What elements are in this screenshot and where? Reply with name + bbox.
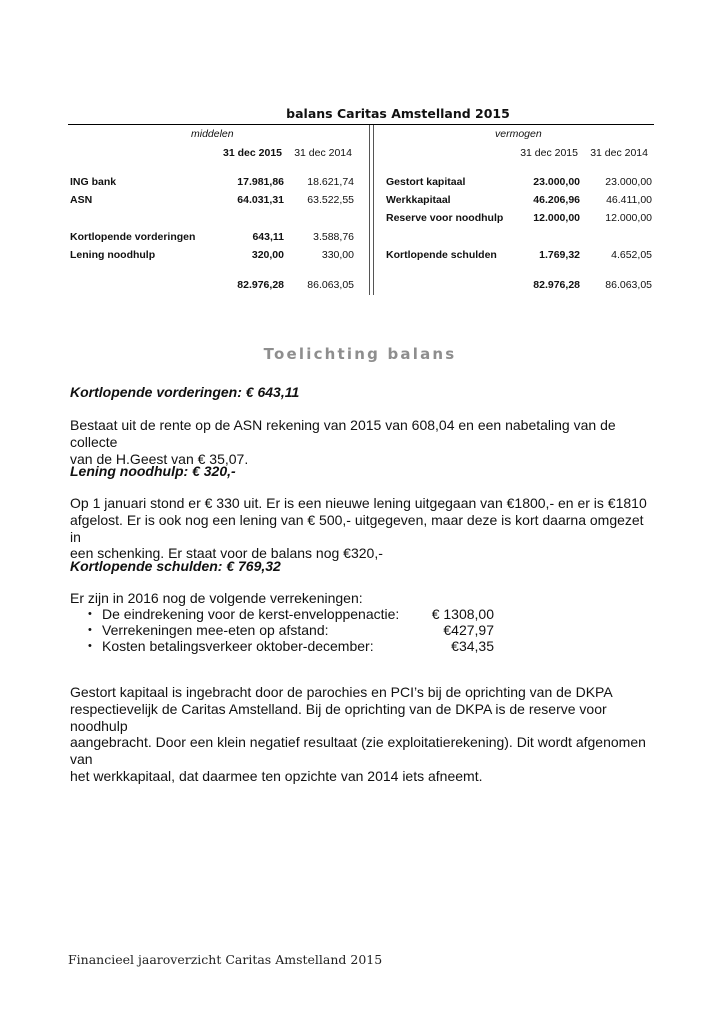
page-footer: Financieel jaaroverzicht Caritas Amstelland 2015	[68, 952, 383, 967]
row-label: Werkkapitaal	[386, 194, 451, 206]
divider-left	[369, 125, 370, 295]
left-header: middelen	[191, 128, 234, 140]
row-value-2014: 18.621,74	[307, 176, 354, 188]
text-line: Bestaat uit de rente op de ASN rekening van 2015 van 608,04 en een nabetaling van de collecte	[70, 417, 616, 450]
row-value-2014: 330,00	[321, 249, 354, 261]
paragraph-vorderingen	[70, 417, 650, 467]
row-value-2015: 64.031,31	[237, 194, 284, 206]
list-item-text: De eindrekening voor de kerst-enveloppenactie:	[102, 606, 400, 622]
balance-title: balans Caritas Amstelland 2015	[286, 106, 510, 121]
right-col-2014: 31 dec 2014	[590, 147, 648, 159]
list-item	[88, 606, 494, 623]
notes-heading: Toelichting balans	[263, 345, 457, 363]
list-item-amount: € 1308,00	[431, 606, 494, 622]
row-value-2014: 46.411,00	[606, 194, 652, 206]
text-line: Op 1 januari stond er € 330 uit. Er is een nieuwe lening uitgegaan van €1800,- en er is €1810	[70, 495, 647, 511]
left-col-2014: 31 dec 2014	[294, 147, 352, 159]
list-item-amount: €427,97	[443, 622, 494, 638]
heading-lening: Lening noodhulp: € 320,-	[70, 463, 236, 479]
left-col-2015: 31 dec 2015	[223, 147, 282, 159]
list-item-amount: €34,35	[451, 638, 494, 654]
text-line: respectievelijk de Caritas Amstelland. Bij de oprichting van de DKPA is de reserve voor noodhulp	[70, 700, 607, 734]
row-value-2015: 12.000,00	[533, 212, 580, 224]
row-value-2014: 12.000,00	[605, 212, 652, 224]
list-item-text: Kosten betalingsverkeer oktober-december:	[102, 638, 374, 654]
text-line: van de H.Geest van € 35,07.	[70, 450, 249, 467]
heading-schulden: Kortlopende schulden: € 769,32	[70, 558, 281, 574]
paragraph-kapitaal	[70, 684, 650, 785]
row-value-2015: 1.769,32	[539, 249, 580, 261]
list-item-text: Verrekeningen mee-eten op afstand:	[102, 622, 329, 638]
left-total-2014: 86.063,05	[307, 279, 354, 291]
text-line: het werkkapitaal, dat daarmee ten opzichte van 2014 iets afneemt.	[70, 767, 483, 784]
paragraph-lening	[70, 495, 650, 562]
list-item	[88, 638, 494, 655]
bullet-icon: •	[88, 608, 92, 620]
row-value-2014: 3.588,76	[313, 231, 354, 243]
right-total-2015: 82.976,28	[533, 279, 580, 291]
row-value-2014: 23.000,00	[605, 176, 652, 188]
row-label: Gestort kapitaal	[386, 176, 466, 188]
row-label: Reserve voor noodhulp	[386, 212, 504, 224]
left-total-2015: 82.976,28	[237, 279, 284, 291]
text-line: een schenking. Er staat voor de balans nog €320,-	[70, 545, 383, 562]
bullet-icon: •	[88, 624, 92, 636]
row-value-2014: 63.522,55	[307, 194, 354, 206]
text-line: Gestort kapitaal is ingebracht door de parochies en PCI’s bij de oprichting van de DKPA	[70, 684, 613, 700]
row-value-2015: 320,00	[251, 249, 284, 261]
row-label: Kortlopende schulden	[386, 249, 497, 261]
row-label: ING bank	[70, 176, 117, 188]
right-col-2015: 31 dec 2015	[520, 147, 578, 159]
title-underline	[68, 124, 654, 125]
row-value-2015: 46.206,96	[533, 194, 580, 206]
right-total-2014: 86.063,05	[605, 279, 652, 291]
right-header: vermogen	[495, 128, 542, 140]
text-line: afgelost. Er is ook nog een lening van € 500,- uitgegeven, maar deze is kort daarna omgezet in	[70, 511, 644, 545]
row-value-2015: 643,11	[252, 231, 284, 243]
row-value-2015: 17.981,86	[237, 176, 284, 188]
heading-vorderingen: Kortlopende vorderingen: € 643,11	[70, 384, 300, 400]
text-line: aangebracht. Door een klein negatief resultaat (zie exploitatierekening). Dit wordt afgenomen van	[70, 734, 646, 768]
row-label: Kortlopende vorderingen	[70, 231, 196, 243]
row-label: ASN	[70, 194, 93, 206]
paragraph-schulden-intro: Er zijn in 2016 nog de volgende verrekeningen:	[70, 590, 363, 606]
list-item	[88, 622, 494, 639]
divider-right	[373, 125, 374, 295]
bullet-icon: •	[88, 640, 92, 652]
row-label: Lening noodhulp	[70, 249, 156, 261]
row-value-2014: 4.652,05	[611, 249, 652, 261]
row-value-2015: 23.000,00	[533, 176, 580, 188]
